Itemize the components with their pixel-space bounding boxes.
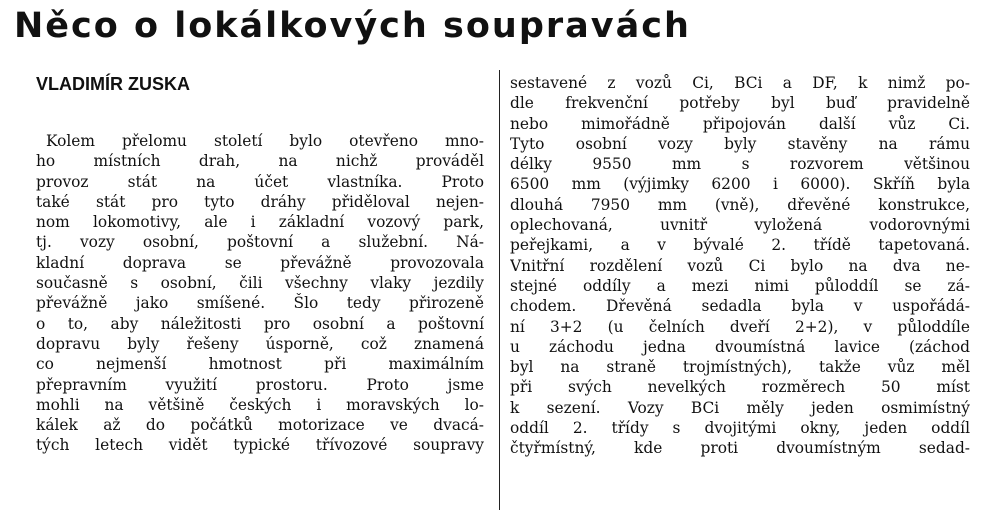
text-line: čtyřmístný, kde proti dvoumístným sedad- (510, 439, 970, 458)
text-line: kálek až do počátků motorizace ve dvacá- (36, 416, 484, 435)
text-line: oddíl 2. třídy s dvojitými okny, jeden oddíl (510, 419, 970, 438)
text-line: při svých nevelkých rozměrech 50 míst (510, 378, 970, 397)
text-line: chodem. Dřevěná sedadla byla v uspořádá- (510, 297, 970, 316)
text-line: provoz stát na účet vlastníka. Proto (36, 172, 484, 191)
text-line: co nejmenší hmotnost při maximálním (36, 355, 484, 374)
right-text-column (510, 73, 970, 459)
text-line: 6500 mm (výjimky 6200 i 6000). Skříň byla (510, 175, 970, 194)
text-line: nebo mimořádně připojován další vůz Ci. (510, 114, 970, 133)
text-line: u záchodu jedna dvoumístná lavice (záchod (510, 337, 970, 356)
article-author: VLADIMÍR ZUSKA (36, 74, 190, 94)
text-line: délky 9550 mm s rozvorem většinou (510, 155, 970, 174)
text-line: tých letech vidět typické třívozové soupravy (36, 436, 484, 455)
text-line: k sezení. Vozy BCi měly jeden osmimístný (510, 398, 970, 417)
text-line: tj. vozy osobní, poštovní a služební. Ná- (36, 233, 484, 252)
text-line: přepravním využití prostoru. Proto jsme (36, 375, 484, 394)
column-divider (499, 70, 500, 510)
text-line: stejné oddíly a mezi nimi půloddíl se zá- (510, 276, 970, 295)
text-line: oplechovaná, uvnitř vyložená vodorovnými (510, 216, 970, 235)
text-line: ho místních drah, na nichž prováděl (36, 152, 484, 171)
text-line: ní 3+2 (u čelních dveří 2+2), v půloddíle (510, 317, 970, 336)
text-line: dopravu byly řešeny úsporně, což znamená (36, 334, 484, 353)
text-line: současně s osobní, čili všechny vlaky jezdily (36, 274, 484, 293)
text-line: dle frekvenční potřeby byl buď pravidelně (510, 94, 970, 113)
text-line: byl na straně trojmístných), takže vůz měl (510, 358, 970, 377)
text-line: mohli na většině českých i moravských lo- (36, 395, 484, 414)
text-line: nom lokomotivy, ale i základní vozový park, (36, 213, 484, 232)
text-line: peřejkami, a v bývalé 2. třídě tapetovaná. (510, 236, 970, 255)
left-text-column (36, 131, 484, 456)
text-line: o to, aby náležitosti pro osobní a poštovní (36, 314, 484, 333)
text-line: kladní doprava se převážně provozovala (36, 253, 484, 272)
text-line: sestavené z vozů Ci, BCi a DF, k nimž po- (510, 74, 970, 92)
text-line: dlouhá 7950 mm (vně), dřevěné konstrukce, (510, 195, 970, 214)
text-line: Kolem přelomu století bylo otevřeno mno- (46, 132, 484, 150)
text-line: Tyto osobní vozy byly stavěny na rámu (510, 134, 970, 153)
article-title: Něco o lokálkových soupravách (14, 6, 691, 46)
text-line: Vnitřní rozdělení vozů Ci bylo na dva ne- (510, 256, 970, 275)
text-line: také stát pro tyto dráhy přiděloval nejen- (36, 192, 484, 211)
text-line: převážně jako smíšené. Šlo tedy přirozeně (36, 294, 484, 313)
